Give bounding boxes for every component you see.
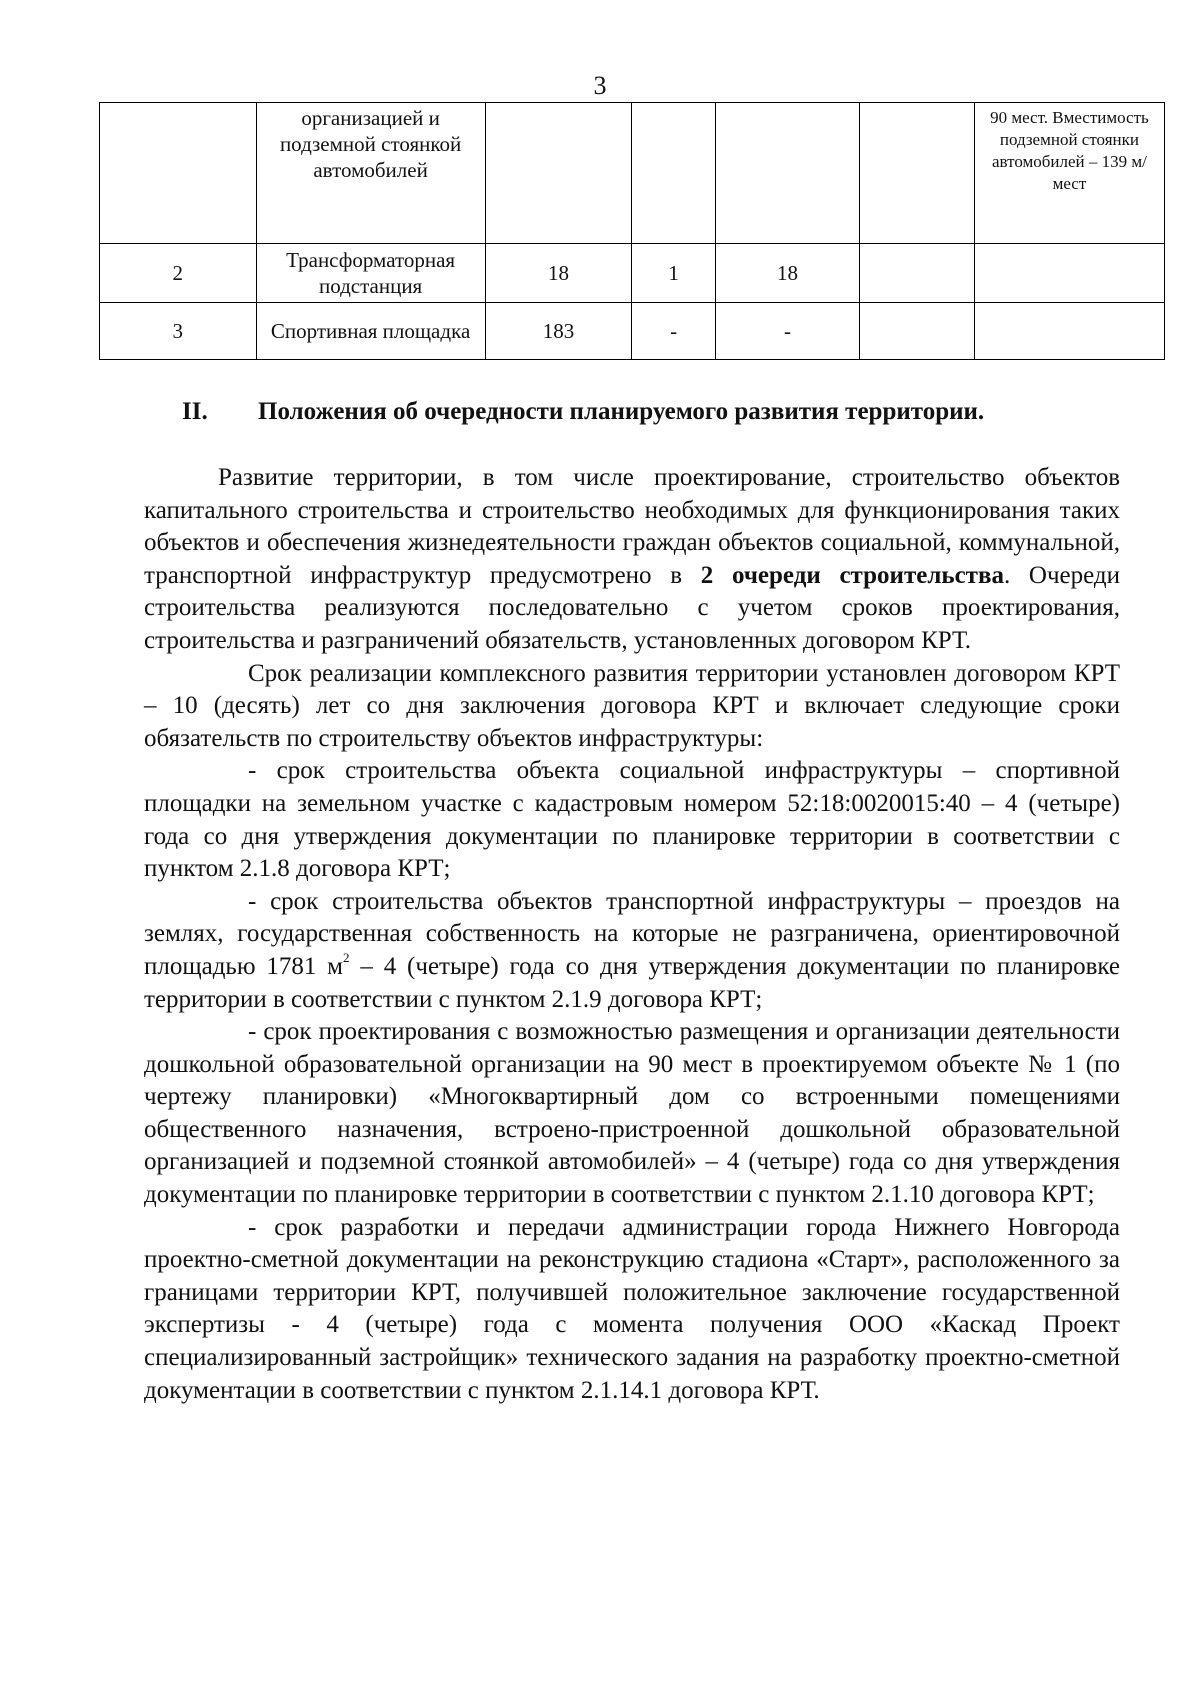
section-title: Положения об очередности планируемого развития территории. (258, 398, 985, 425)
cell-c6 (860, 303, 974, 360)
cell-c4: 1 (632, 244, 715, 303)
cell-num (100, 103, 257, 244)
paragraph-text: – 4 (четыре) года со дня утверждения документации по планировке территории в соответствии с пунктом 2.1.9 договора КРТ; (144, 952, 1120, 1013)
cell-c4 (632, 103, 715, 244)
table-row (100, 103, 1165, 244)
paragraph-bold-text: 2 очереди строительства (700, 561, 1004, 589)
cell-c5: - (715, 303, 860, 360)
paragraph-text: Развитие территории, в том числе проектирование, строительство объектов капитального строительства и строительство необходимых для функционирования таких объектов и обеспечения жизнедеятельности граждан объектов социальной, коммунальной, транспортной инфраструктур предусмотрено в (144, 464, 1120, 589)
objects-table (99, 102, 1165, 360)
paragraph-stadium: - срок разработки и передачи администрации города Нижнего Новгорода проектно-сметной документации на реконструкцию стадиона «Старт», расположенного за границами территории КРТ, получившей положительное заключение государственной экспертизы - 4 (четыре) года с момента получения ООО «Каскад Проект специализированный застройщик» технического задания на разработку проектно-сметной документации в соответствии с пунктом 2.1.14.1 договора КРТ. (144, 1213, 1120, 1404)
page-number: 3 (593, 71, 607, 100)
paragraph-text: . Очереди строительства реализуются последовательно с учетом сроков проектирования, строительства и разграничений обязательств, установленных договором КРТ. (144, 561, 1120, 654)
table-row (100, 303, 1165, 360)
cell-c6 (860, 103, 974, 244)
cell-c5: 18 (715, 244, 860, 303)
cell-name: организацией и подземной стоянкой автомобилей (256, 103, 485, 244)
cell-note: 90 мест. Вместимость подземной стоянки автомобилей – 139 м/мест (974, 103, 1164, 244)
paragraph-term: Срок реализации комплексного развития территории установлен договором КРТ – 10 (десять) лет со дня заключения договора КРТ и включает следующие сроки обязательств по строительству объектов инфраструктуры: (144, 659, 1120, 752)
cell-c6 (860, 244, 974, 303)
section-number: II. (182, 398, 208, 425)
cell-c3: 183 (485, 303, 632, 360)
cell-num: 3 (100, 303, 257, 360)
cell-name: Трансформаторная подстанция (256, 244, 485, 303)
paragraph-transport (144, 886, 1120, 1016)
cell-name: Спортивная площадка (256, 303, 485, 360)
cell-note (974, 244, 1164, 303)
cell-note (974, 303, 1164, 360)
paragraph-kindergarten: - срок проектирования с возможностью размещения и организации деятельности дошкольной образовательной организации на 90 мест в проектируемом объекте № 1 (по чертежу планировки) «Многоквартирный дом со встроенными помещениями общественного назначения, встроено-пристроенной дошкольной образовательной организацией и подземной стоянкой автомобилей» – 4 (четыре) года со дня утверждения документации по планировке территории в соответствии с пунктом 2.1.10 договора КРТ; (144, 1018, 1120, 1209)
cell-c4: - (632, 303, 715, 360)
section-heading (144, 396, 1144, 428)
cell-c5 (715, 103, 860, 244)
superscript: 2 (343, 949, 350, 965)
cell-num: 2 (100, 244, 257, 303)
table-row (100, 244, 1165, 303)
paragraph-development (144, 462, 1120, 658)
cell-c3 (485, 103, 632, 244)
body-text (144, 462, 1120, 1407)
cell-c3: 18 (485, 244, 632, 303)
paragraph-text: - срок строительства объектов транспортной инфраструктуры – проездов на землях, государственная собственность на которые не разграничена, ориентировочной площадью 1781 м (144, 887, 1120, 980)
paragraph-sports-ground: - срок строительства объекта социальной инфраструктуры – спортивной площадки на земельном участке с кадастровым номером 52:18:0020015:40 – 4 (четыре) года со дня утверждения документации по планировке территории в соответствии с пунктом 2.1.8 договора КРТ; (144, 757, 1120, 883)
